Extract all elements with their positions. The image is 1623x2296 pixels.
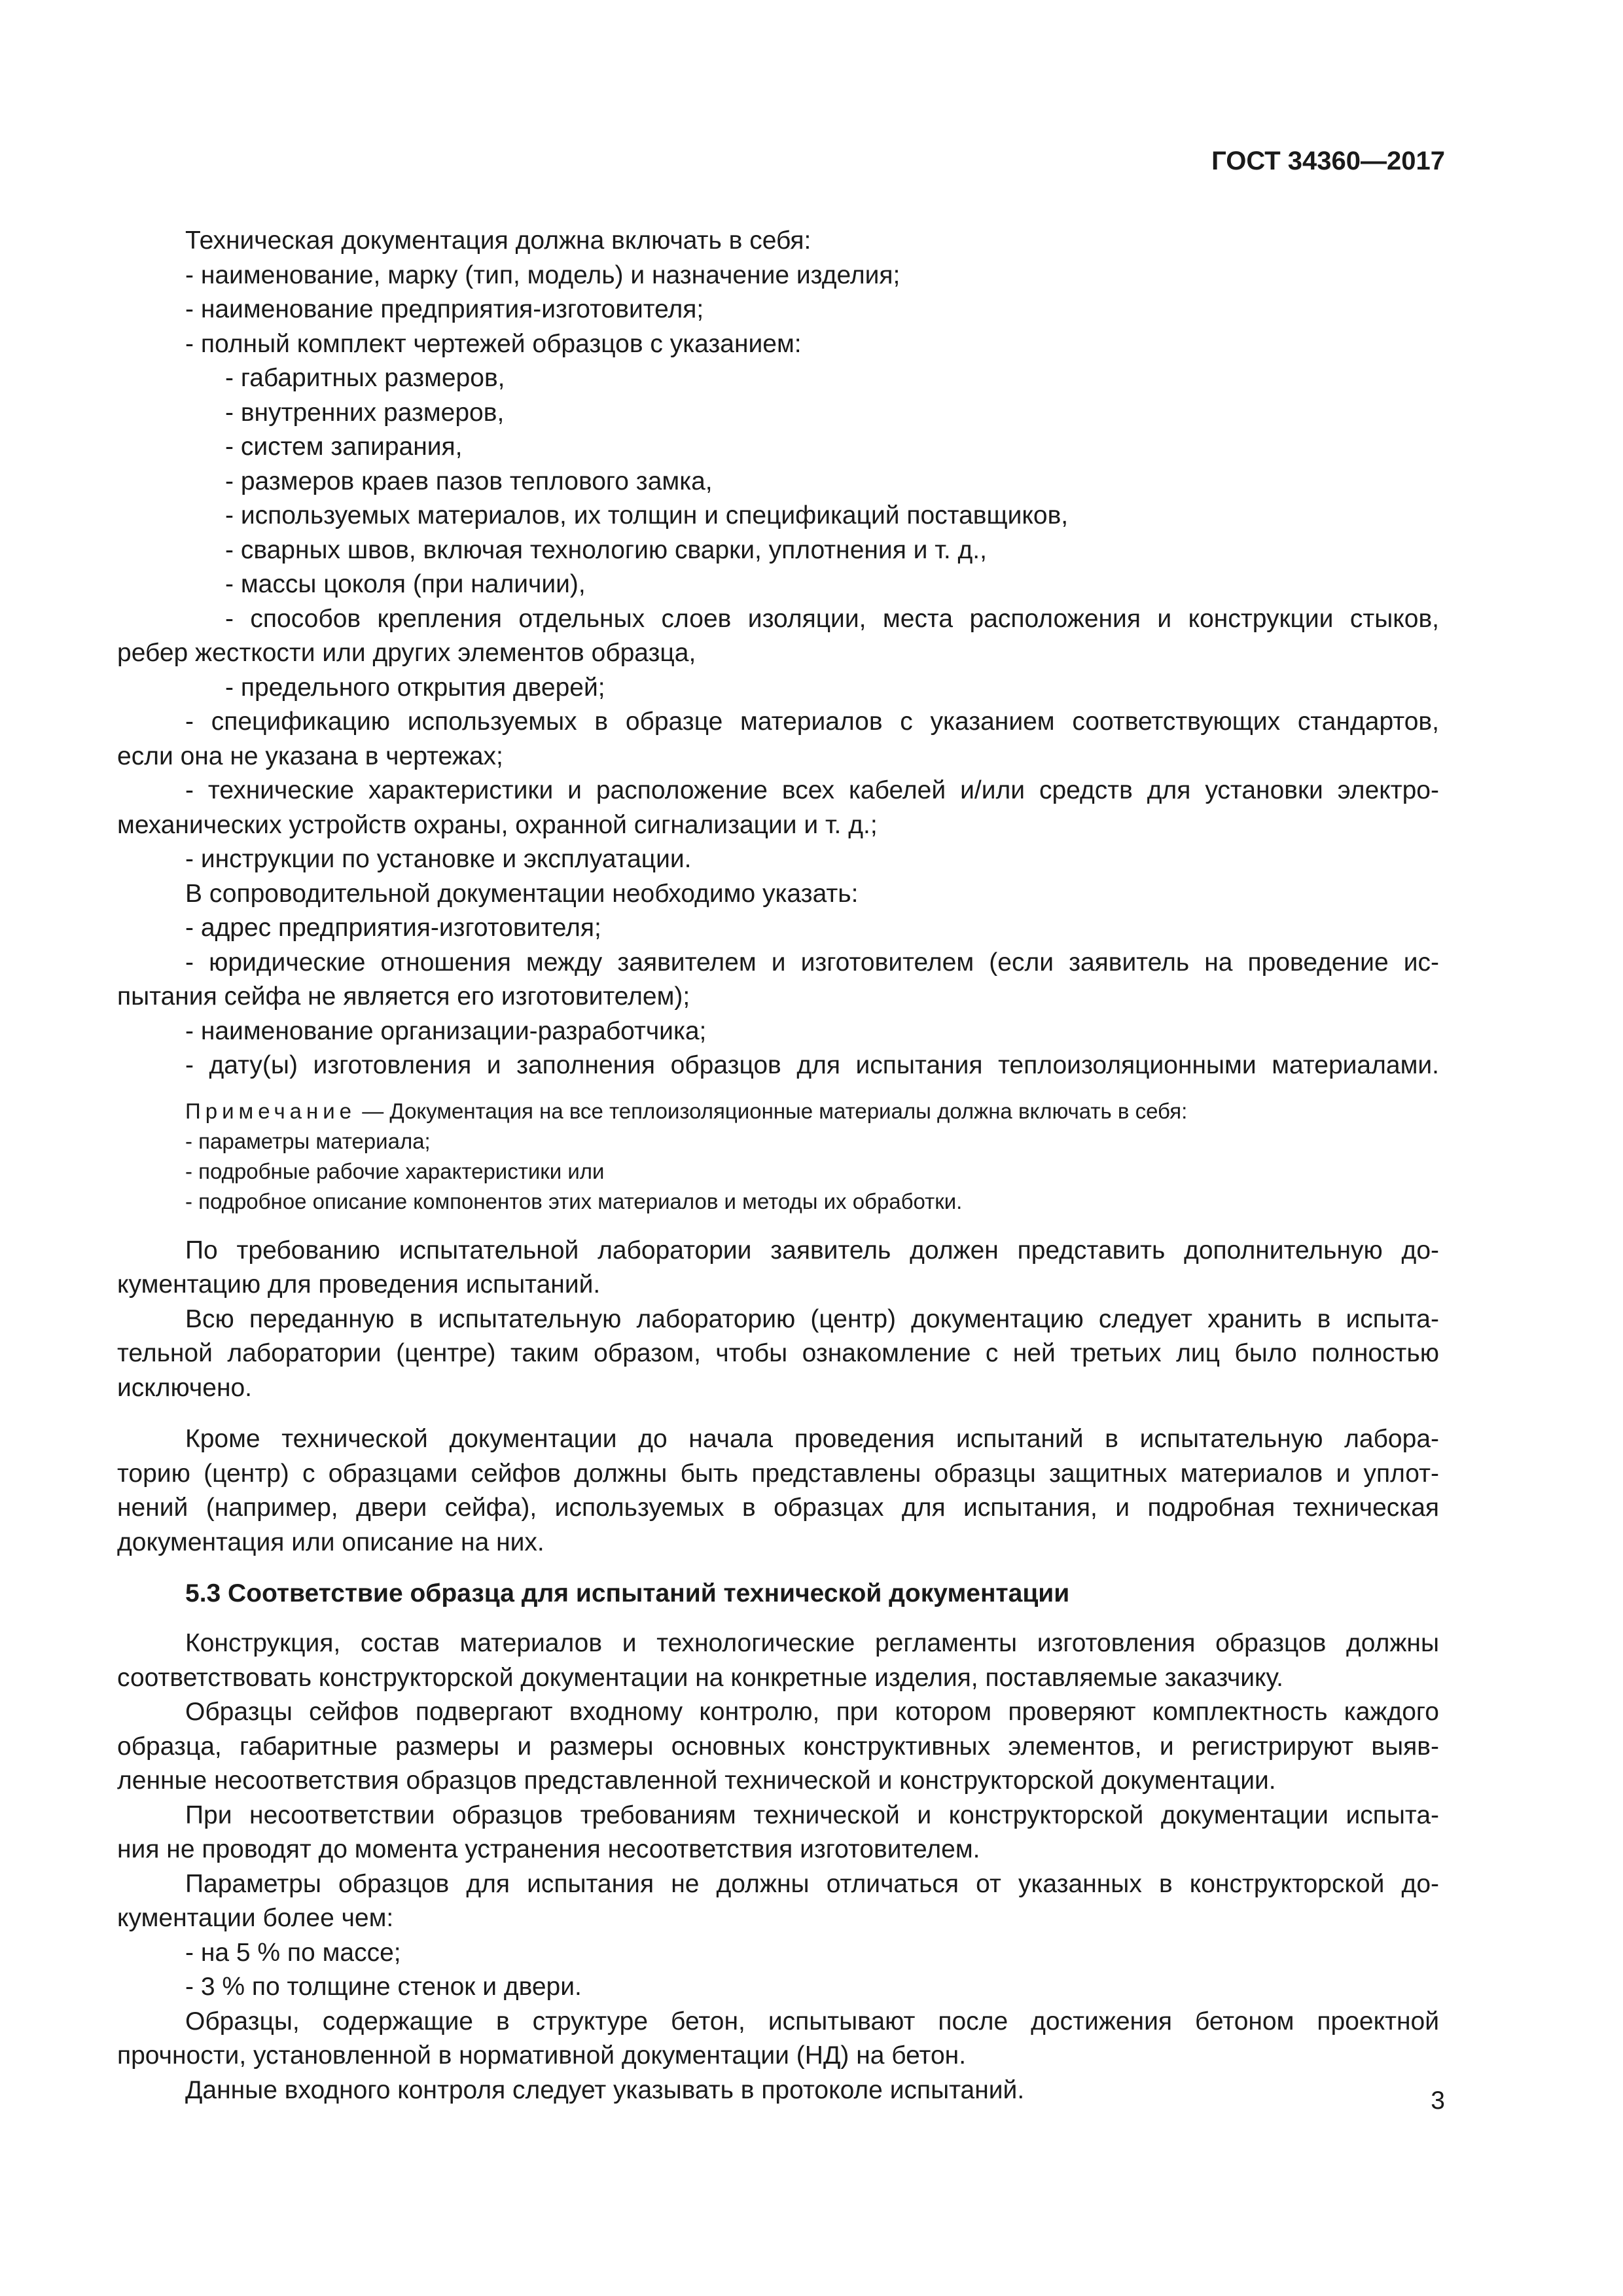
list-item: - наименование предприятия-изготовителя; (185, 295, 704, 323)
note-list-item: - параметры материала; (185, 1128, 431, 1153)
paragraph-additional-docs (117, 1234, 1439, 1406)
list-item: - полный комплект чертежей образцов с указанием: (185, 329, 802, 358)
list-item: - способов крепления отдельных слоев изоляции, места расположения и конструкции стыков, (225, 604, 1439, 633)
nested-list-drawings (117, 361, 1439, 636)
standard-number-header: ГОСТ 34360—2017 (1211, 147, 1445, 175)
note-label: Примечание (185, 1098, 357, 1123)
note-block (117, 1096, 1439, 1217)
text-line: механических устройств охраны, охранной сигнализации и т. д.; (117, 810, 878, 839)
list-item: - 3 % по толщине стенок и двери. (185, 1973, 582, 2001)
list-item: - юридические отношения между заявителем и изготовителем (если заявитель на проведение ис- (185, 948, 1439, 977)
note-list-item: - подробное описание компонентов этих материалов и методы их обработки. (185, 1189, 963, 1213)
text-line: Техническая документация должна включать в себя: (185, 226, 812, 255)
list-item: - спецификацию используемых в образце материалов с указанием соответствующих стандартов, (185, 708, 1439, 736)
text-line: Данные входного контроля следует указывать в протоколе испытаний. (185, 2075, 1025, 2104)
list-item: - наименование организации-разработчика; (185, 1016, 707, 1045)
text-line: Образцы, содержащие в структуре бетон, испытывают после достижения бетоном проектной (185, 2007, 1439, 2036)
text-line: Кроме технической документации до начала проведения испытаний в испытательную лабора- (185, 1425, 1439, 1453)
note-text: — Документация на все теплоизоляционные материалы должна включать в себя: (362, 1098, 1188, 1123)
text-line: тельной лаборатории (центре) таким образом, чтобы ознакомление с ней третьих лиц было полностью (117, 1339, 1439, 1367)
note-first-line (117, 1096, 1439, 1126)
list-item: - технические характеристики и расположение всех кабелей и/или средств для установки электро- (185, 776, 1439, 804)
text-line: пытания сейфа не является его изготовителем); (117, 982, 690, 1011)
list-item: - внутренних размеров, (225, 398, 505, 427)
text-line: документация или описание на них. (117, 1528, 544, 1556)
list-item: - адрес предприятия-изготовителя; (185, 914, 601, 942)
text-line: нений (например, двери сейфа), используемых в образцах для испытания, и подробная техническая (117, 1494, 1439, 1522)
paragraph-protective-materials (117, 1422, 1439, 1560)
note-list-item: - подробные рабочие характеристики или (185, 1158, 605, 1183)
text-line: исключено. (117, 1373, 253, 1402)
page-number: 3 (1431, 2087, 1445, 2115)
list-item: - габаритных размеров, (225, 364, 505, 392)
list-item: - размеров краев пазов теплового замка, (225, 467, 713, 495)
list-item: - массы цоколя (при наличии), (225, 570, 586, 598)
text-line: Параметры образцов для испытания не должны отличаться от указанных в конструкторской до- (185, 1869, 1439, 1898)
text-line: Образцы сейфов подвергают входному контролю, при котором проверяют комплектность каждого (185, 1698, 1439, 1726)
paragraph-technical-docs-intro (117, 224, 1439, 361)
text-line: По требованию испытательной лаборатории заявитель должен представить дополнительную до- (185, 1236, 1439, 1265)
paragraph-specifications (117, 705, 1439, 1083)
list-item: - наименование, марку (тип, модель) и назначение изделия; (185, 260, 901, 289)
list-item: - дату(ы) изготовления и заполнения образцов для испытания теплоизоляционными материалами. (185, 1051, 1439, 1079)
text-line: ребер жесткости или других элементов образца, (117, 639, 696, 667)
list-item: - используемых материалов, их толщин и спецификаций поставщиков, (225, 501, 1069, 529)
text-line: Конструкция, состав материалов и технологические регламенты изготовления образцов должны (185, 1629, 1439, 1657)
document-body (117, 224, 1439, 2108)
list-item: - предельного открытия дверей; (225, 673, 605, 702)
list-item: - систем запирания, (225, 433, 463, 461)
list-item: - сварных швов, включая технологию сварки, уплотнения и т. д., (225, 535, 987, 564)
text-line: При несоответствии образцов требованиям технической и конструкторской документации испыта- (185, 1801, 1439, 1829)
text-line: образца, габаритные размеры и размеры основных конструктивных элементов, и регистрируют выяв- (117, 1732, 1439, 1761)
text-line: ния не проводят до момента устранения несоответствия изготовителем. (117, 1835, 980, 1863)
text-line: кументации более чем: (117, 1904, 394, 1932)
paragraph-section-5-3 (117, 1626, 1439, 2108)
text-line: торию (центр) с образцами сейфов должны быть представлены образцы защитных материалов и уплот- (117, 1459, 1439, 1488)
text-line: Всю переданную в испытательную лабораторию (центр) документацию следует хранить в испыта- (185, 1304, 1439, 1333)
text-line: кументацию для проведения испытаний. (117, 1270, 601, 1299)
list-item: - инструкции по установке и эксплуатации. (185, 845, 692, 873)
text-line: В сопроводительной документации необходимо указать: (185, 879, 859, 908)
text-line: соответствовать конструкторской документации на конкретные изделия, поставляемые заказчику. (117, 1663, 1283, 1692)
text-line: прочности, установленной в нормативной документации (НД) на бетон. (117, 2041, 967, 2070)
text-line: ленные несоответствия образцов представленной технической и конструкторской документации. (117, 1767, 1276, 1795)
section-title: 5.3 Соответствие образца для испытаний технической документации (185, 1579, 1070, 1607)
text-line: если она не указана в чертежах; (117, 742, 503, 770)
list-item: - на 5 % по массе; (185, 1938, 401, 1967)
